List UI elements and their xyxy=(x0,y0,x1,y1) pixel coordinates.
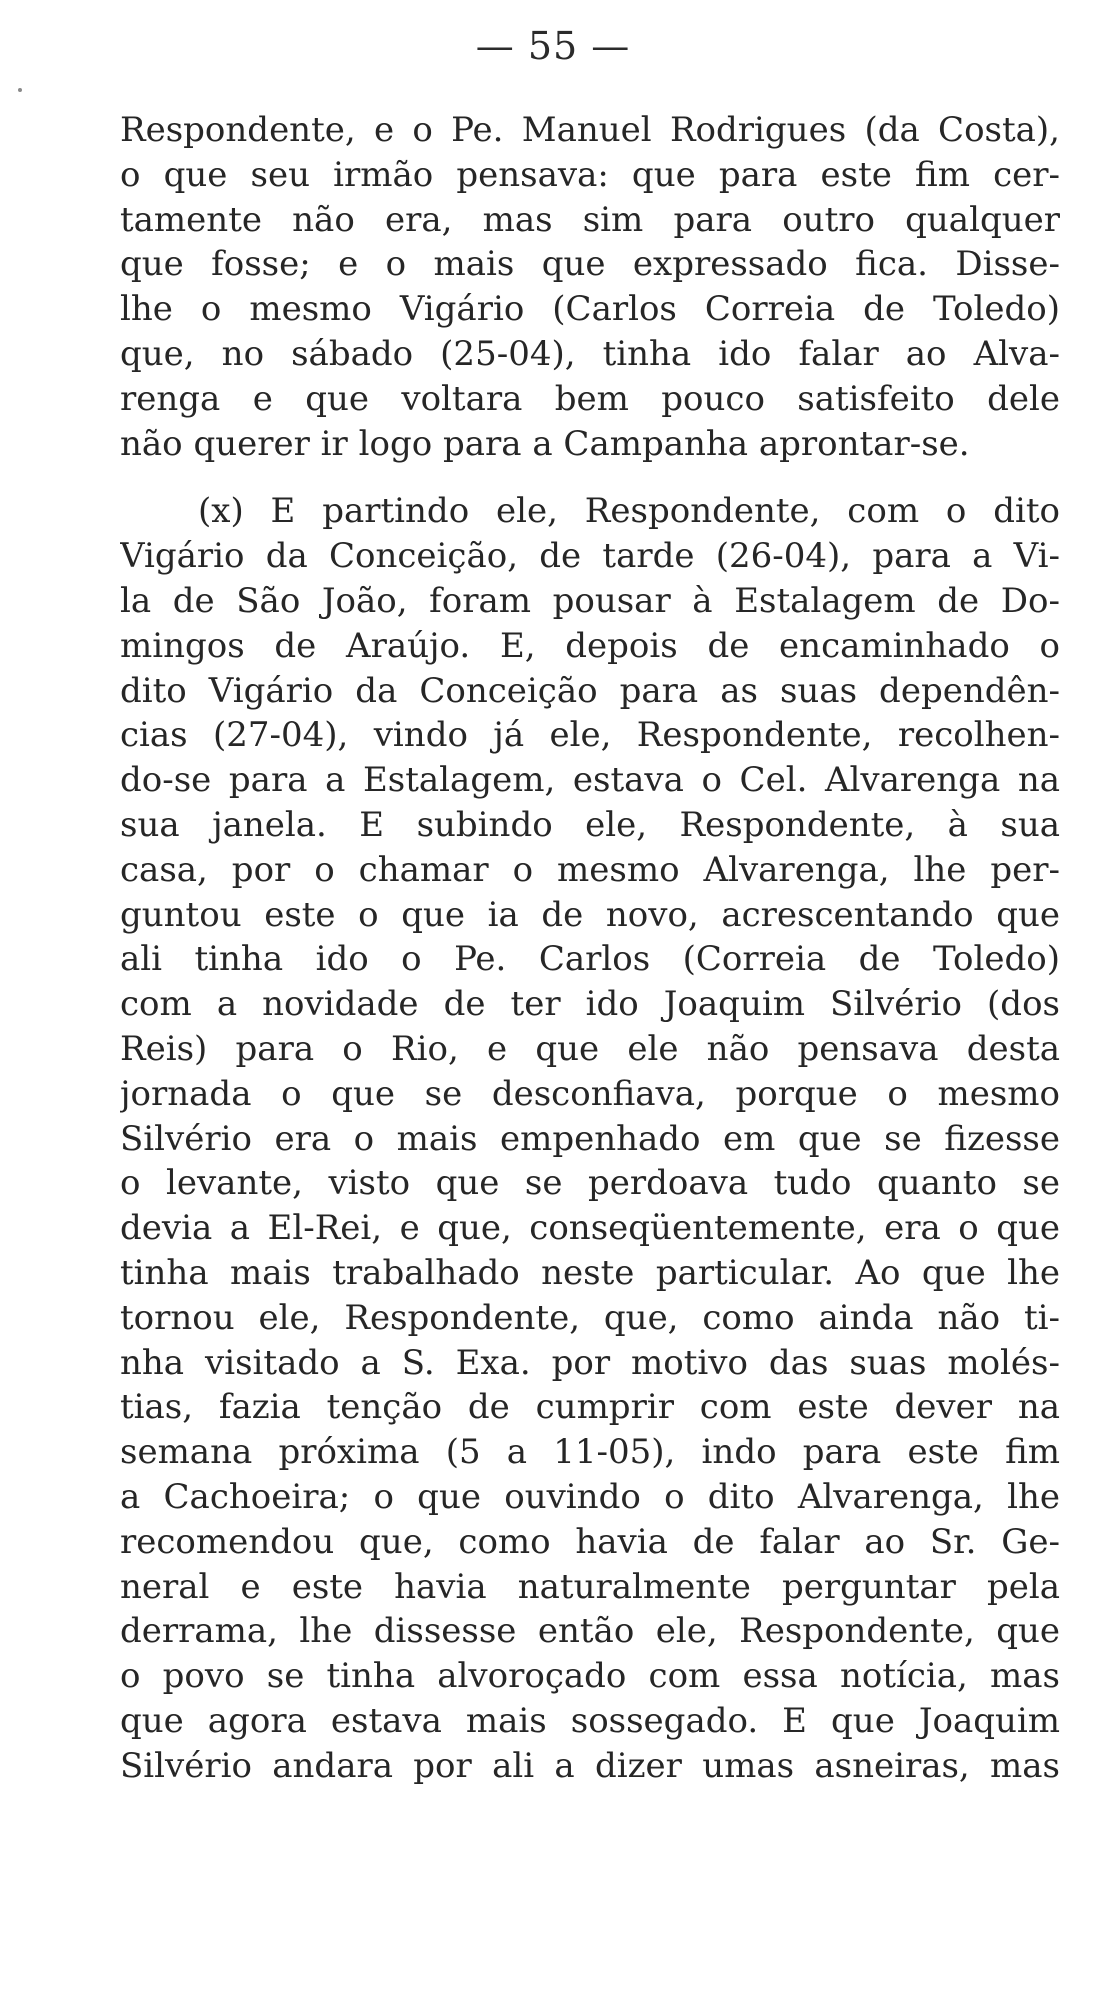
text-line: jornada o que se desconfiava, porque o mesmo xyxy=(120,1073,1060,1114)
text-line: tinha mais trabalhado neste particular. Ao que lhe xyxy=(120,1252,1060,1293)
text-line: la de São João, foram pousar à Estalagem de Do- xyxy=(120,580,1060,621)
text-line: Silvério era o mais empenhado em que se fizesse xyxy=(120,1118,1060,1159)
text-line: que fosse; e o mais que expressado fica. Disse- xyxy=(120,244,1060,285)
paragraph-2 xyxy=(120,489,1060,1788)
text-line: semana próxima (5 a 11-05), indo para este fim xyxy=(120,1432,1060,1473)
page-number: — 55 — xyxy=(475,24,631,68)
text-line: o que seu irmão pensava: que para este fim cer- xyxy=(120,154,1060,195)
text-line: Vigário da Conceição, de tarde (26-04), para a Vi- xyxy=(120,536,1060,577)
text-line: cias (27-04), vindo já ele, Respondente, recolhen- xyxy=(120,715,1060,756)
text-line: o levante, visto que se perdoava tudo quanto se xyxy=(120,1163,1060,1204)
text-line: Respondente, e o Pe. Manuel Rodrigues (da Costa), xyxy=(120,110,1060,150)
text-line: mingos de Araújo. E, depois de encaminhado o xyxy=(120,625,1060,666)
text-line: Silvério andara por ali a dizer umas asneiras, mas xyxy=(120,1745,1060,1786)
text-line: não querer ir logo para a Campanha aprontar-se. xyxy=(120,423,970,464)
text-line: tornou ele, Respondente, que, como ainda não ti- xyxy=(120,1297,1060,1338)
paragraph-spacer xyxy=(120,466,1060,489)
text-line: devia a El-Rei, e que, conseqüentemente, era o que xyxy=(120,1208,1060,1249)
text-line: recomendou que, como havia de falar ao Sr. Ge- xyxy=(120,1521,1060,1562)
text-line: neral e este havia naturalmente perguntar pela xyxy=(120,1566,1060,1607)
text-line: que agora estava mais sossegado. E que Joaquim xyxy=(120,1700,1060,1741)
text-line: dito Vigário da Conceição para as suas dependên- xyxy=(120,670,1060,711)
text-line: do-se para a Estalagem, estava o Cel. Alvarenga na xyxy=(120,760,1060,801)
text-line: sua janela. E subindo ele, Respondente, à sua xyxy=(120,804,1060,845)
text-line: Reis) para o Rio, e que ele não pensava desta xyxy=(120,1028,1060,1069)
text-line: (x) E partindo ele, Respondente, com o dito xyxy=(198,491,1060,532)
text-line: ali tinha ido o Pe. Carlos (Correia de Toledo) xyxy=(120,939,1060,980)
text-line: casa, por o chamar o mesmo Alvarenga, lhe per- xyxy=(120,849,1060,890)
text-line: guntou este o que ia de novo, acrescentando que xyxy=(120,894,1060,935)
text-line: lhe o mesmo Vigário (Carlos Correia de Toledo) xyxy=(120,289,1060,330)
text-line: nha visitado a S. Exa. por motivo das suas molés- xyxy=(120,1342,1060,1383)
text-line: derrama, lhe dissesse então ele, Respondente, que xyxy=(120,1611,1060,1652)
text-line: tias, fazia tenção de cumprir com este dever na xyxy=(120,1387,1060,1428)
text-line: com a novidade de ter ido Joaquim Silvério (dos xyxy=(120,984,1060,1025)
text-line: o povo se tinha alvoroçado com essa notícia, mas xyxy=(120,1656,1060,1697)
body-text xyxy=(120,108,1060,1788)
text-line: tamente não era, mas sim para outro qualquer xyxy=(120,199,1060,240)
paragraph-1 xyxy=(120,108,1060,466)
text-line: renga e que voltara bem pouco satisfeito dele xyxy=(120,378,1060,419)
text-line: a Cachoeira; o que ouvindo o dito Alvarenga, lhe xyxy=(120,1476,1060,1517)
page-speck xyxy=(18,88,22,92)
text-line: que, no sábado (25-04), tinha ido falar ao Alva- xyxy=(120,333,1060,374)
